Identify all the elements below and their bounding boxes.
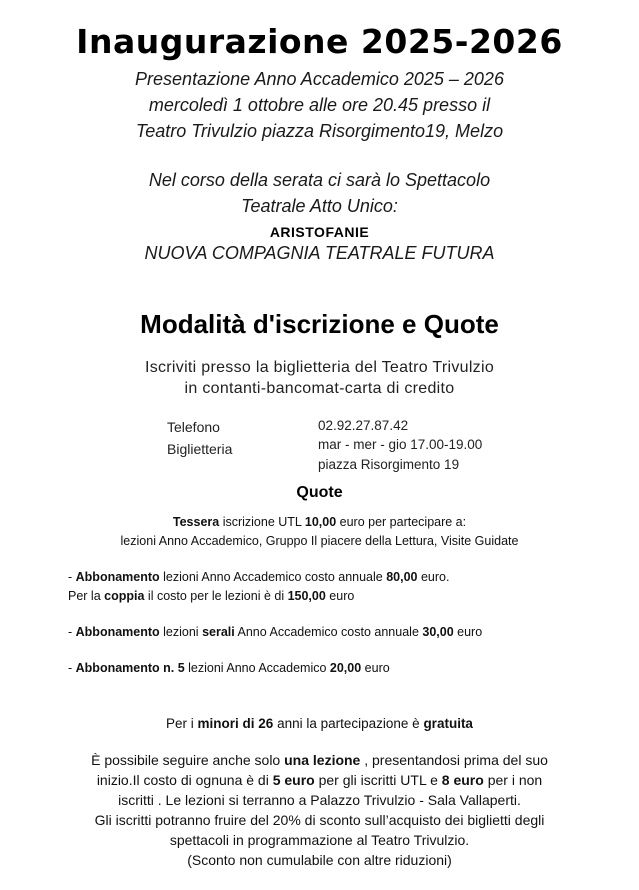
- evening-price: 30,00: [422, 625, 454, 639]
- subscription-label: Abbonamento: [75, 570, 160, 584]
- text-span: il costo per le lezioni è di: [144, 589, 288, 603]
- box-office-hours: mar - mer - gio 17.00-19.00: [318, 437, 483, 452]
- text-span: lezioni Anno Accademico costo annuale: [159, 570, 387, 584]
- member-price: 5 euro: [272, 772, 315, 788]
- info-line: [0, 770, 639, 790]
- single-lesson-label: una lezione: [284, 752, 361, 768]
- tessera-line: [0, 513, 639, 532]
- info-line: (Sconto non cumulabile con altre riduzioni): [187, 852, 452, 868]
- text-span: -: [68, 570, 76, 584]
- text-span: euro: [453, 625, 483, 639]
- box-office-label: Biglietteria: [167, 441, 233, 457]
- subtitle-line: mercoledì 1 ottobre alle ore 20.45 presso il: [148, 95, 491, 115]
- subtitle-line: Presentazione Anno Accademico 2025 – 2026: [135, 69, 504, 89]
- subscription-label: Abbonamento n. 5: [75, 661, 185, 675]
- registration-line: in contanti-bancomat-carta di credito: [184, 380, 455, 397]
- subscription-annual: [68, 568, 449, 606]
- single-lesson-info: [0, 750, 639, 870]
- text-span: lezioni: [159, 625, 203, 639]
- text-span: inizio.Il costo di ognuna è di: [96, 772, 273, 788]
- subscription-five-lessons: [68, 659, 390, 678]
- free-label: gratuita: [423, 716, 473, 731]
- info-line: iscritti . Le lezioni si terranno a Palazzo Trivulzio - Sala Vallaperti.: [118, 792, 521, 808]
- registration-info: [0, 357, 639, 399]
- text-span: euro: [361, 661, 390, 675]
- five-lessons-price: 20,00: [329, 661, 362, 675]
- box-office-address: piazza Risorgimento 19: [318, 457, 460, 472]
- subtitle-line: Teatro Trivulzio piazza Risorgimento19, Melzo: [135, 121, 504, 141]
- text-span: Per la: [68, 589, 105, 603]
- tessera-line-2: lezioni Anno Accademico, Gruppo Il piacere della Lettura, Visite Guidate: [120, 534, 519, 548]
- show-announcement: [0, 167, 639, 219]
- quote-heading: Quote: [296, 484, 343, 501]
- text-span: -: [68, 661, 76, 675]
- evening-label: serali: [202, 625, 235, 639]
- couple-label: coppia: [104, 589, 145, 603]
- subscription-evening: [68, 623, 482, 642]
- text-span: iscrizione UTL: [219, 515, 305, 529]
- page-title: Inaugurazione 2025-2026: [76, 22, 563, 61]
- registration-heading: Modalità d'iscrizione e Quote: [140, 309, 499, 339]
- tessera-price: 10,00: [304, 515, 337, 529]
- theatre-company: NUOVA COMPAGNIA TEATRALE FUTURA: [144, 243, 495, 263]
- phone-label: Telefono: [167, 419, 220, 435]
- event-subtitle: [0, 66, 639, 144]
- text-span: per i non: [483, 772, 543, 788]
- show-line: Nel corso della serata ci sarà lo Spettacolo: [148, 170, 491, 190]
- show-line: Teatrale Atto Unico:: [241, 196, 398, 216]
- info-line: Gli iscritti potranno fruire del 20% di sconto sull’acquisto dei biglietti degli: [94, 812, 545, 828]
- text-span: È possibile seguire anche solo: [91, 752, 285, 768]
- under-26-label: minori di 26: [197, 716, 274, 731]
- play-title: ARISTOFANIE: [269, 224, 370, 240]
- info-line: spettacoli in programmazione al Teatro Trivulzio.: [169, 832, 470, 848]
- text-span: lezioni Anno Accademico: [184, 661, 330, 675]
- text-span: anni la partecipazione è: [273, 716, 424, 731]
- couple-line: [68, 587, 449, 606]
- subscription-label: Abbonamento: [75, 625, 160, 639]
- info-line: [0, 750, 639, 770]
- couple-price: 150,00: [287, 589, 326, 603]
- text-span: euro.: [417, 570, 450, 584]
- subscription-line: [68, 568, 449, 587]
- text-span: Per i: [166, 716, 198, 731]
- text-span: , presentandosi prima del suo: [360, 752, 548, 768]
- registration-line: Iscriviti presso la biglietteria del Teatro Trivulzio: [144, 359, 495, 376]
- phone-number: 02.92.27.87.42: [318, 418, 409, 433]
- non-member-price: 8 euro: [441, 772, 484, 788]
- under-26-info: [0, 714, 639, 733]
- subscription-price: 80,00: [386, 570, 418, 584]
- tessera-info: [0, 513, 639, 551]
- text-span: euro per partecipare a:: [336, 515, 467, 529]
- text-span: -: [68, 625, 76, 639]
- text-span: per gli iscritti UTL e: [314, 772, 442, 788]
- tessera-label: Tessera: [172, 515, 220, 529]
- text-span: euro: [325, 589, 355, 603]
- text-span: Anno Accademico costo annuale: [234, 625, 423, 639]
